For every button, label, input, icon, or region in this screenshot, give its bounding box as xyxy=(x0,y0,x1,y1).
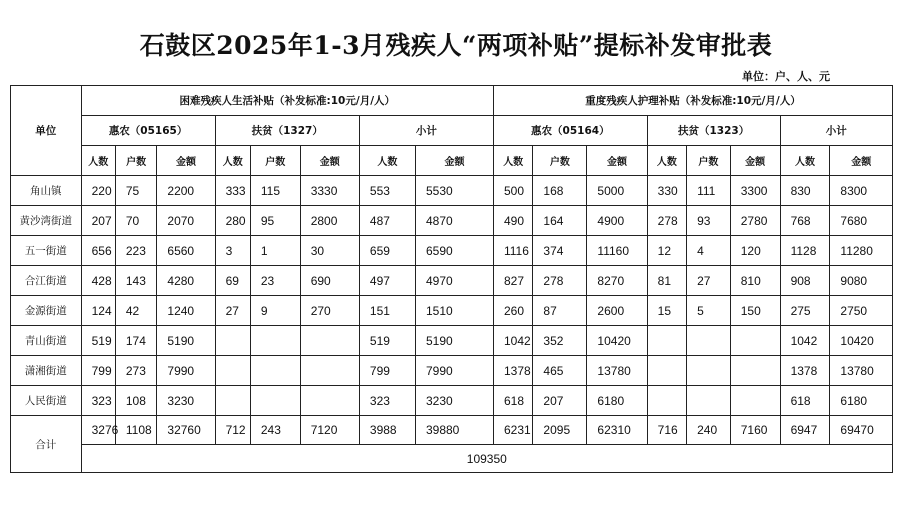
table-cell xyxy=(647,356,686,386)
table-cell xyxy=(647,386,686,416)
table-cell xyxy=(300,326,359,356)
table-cell: 4 xyxy=(687,236,731,266)
table-cell: 278 xyxy=(533,266,587,296)
table-cell: 87 xyxy=(533,296,587,326)
total-cell: 3276 xyxy=(81,416,115,445)
table-cell: 207 xyxy=(81,206,115,236)
table-cell: 374 xyxy=(533,236,587,266)
table-cell xyxy=(687,326,731,356)
table-cell: 207 xyxy=(533,386,587,416)
table-cell: 4970 xyxy=(415,266,493,296)
table-cell: 4280 xyxy=(157,266,215,296)
table-cell: 5 xyxy=(687,296,731,326)
table-cell xyxy=(250,386,300,416)
table-cell: 1042 xyxy=(780,326,830,356)
table-cell: 465 xyxy=(533,356,587,386)
grand-total-value: 109350 xyxy=(81,445,892,473)
column-header: 户数 xyxy=(250,146,300,176)
table-cell: 223 xyxy=(115,236,157,266)
total-row xyxy=(11,416,893,445)
table-cell: 830 xyxy=(780,176,830,206)
table-cell xyxy=(730,326,780,356)
table-cell: 143 xyxy=(115,266,157,296)
total-cell: 7160 xyxy=(730,416,780,445)
table-cell: 2800 xyxy=(300,206,359,236)
table-cell: 5000 xyxy=(587,176,647,206)
column-header: 户数 xyxy=(533,146,587,176)
table-cell xyxy=(250,356,300,386)
row-label: 五一街道 xyxy=(11,236,82,266)
table-cell: 15 xyxy=(647,296,686,326)
table-cell: 108 xyxy=(115,386,157,416)
table-cell: 75 xyxy=(115,176,157,206)
header-row-groups xyxy=(11,86,893,116)
table-cell: 30 xyxy=(300,236,359,266)
column-header: 金额 xyxy=(730,146,780,176)
table-cell: 6590 xyxy=(415,236,493,266)
table-cell: 7990 xyxy=(415,356,493,386)
table-cell xyxy=(687,356,731,386)
total-cell: 39880 xyxy=(415,416,493,445)
table-cell: 659 xyxy=(359,236,415,266)
total-cell: 6947 xyxy=(780,416,830,445)
table-cell: 487 xyxy=(359,206,415,236)
total-cell: 1108 xyxy=(115,416,157,445)
total-cell: 6231 xyxy=(493,416,532,445)
table-cell: 8300 xyxy=(830,176,893,206)
header-row-subgroups xyxy=(11,116,893,146)
table-cell: 1 xyxy=(250,236,300,266)
table-row xyxy=(11,206,893,236)
table-cell: 618 xyxy=(780,386,830,416)
table-cell: 174 xyxy=(115,326,157,356)
column-header: 人数 xyxy=(215,146,250,176)
table-cell: 352 xyxy=(533,326,587,356)
row-label: 潇湘街道 xyxy=(11,356,82,386)
table-cell: 9 xyxy=(250,296,300,326)
table-cell: 3230 xyxy=(415,386,493,416)
table-cell: 70 xyxy=(115,206,157,236)
table-cell: 799 xyxy=(359,356,415,386)
table-cell: 150 xyxy=(730,296,780,326)
column-header: 人数 xyxy=(647,146,686,176)
table-cell: 2200 xyxy=(157,176,215,206)
table-row xyxy=(11,266,893,296)
table-cell: 497 xyxy=(359,266,415,296)
table-cell: 5190 xyxy=(157,326,215,356)
table-cell xyxy=(730,356,780,386)
table-cell: 2600 xyxy=(587,296,647,326)
table-row xyxy=(11,296,893,326)
table-cell: 6180 xyxy=(587,386,647,416)
table-cell: 10420 xyxy=(587,326,647,356)
table-cell xyxy=(300,356,359,386)
column-header: 金额 xyxy=(157,146,215,176)
subheader-huinong-2: 惠农（05164） xyxy=(493,116,647,146)
table-cell: 810 xyxy=(730,266,780,296)
subheader-fupin-1: 扶贫（1327） xyxy=(215,116,359,146)
column-header: 金额 xyxy=(300,146,359,176)
table-cell: 115 xyxy=(250,176,300,206)
column-header: 户数 xyxy=(687,146,731,176)
table-cell: 111 xyxy=(687,176,731,206)
column-header: 金额 xyxy=(830,146,893,176)
table-cell: 7990 xyxy=(157,356,215,386)
table-cell: 12 xyxy=(647,236,686,266)
table-cell: 3300 xyxy=(730,176,780,206)
table-cell: 3 xyxy=(215,236,250,266)
table-cell: 799 xyxy=(81,356,115,386)
page-title: 石鼓区2025年1-3月残疾人“两项补贴”提标补发审批表 xyxy=(139,31,773,60)
table-cell: 13780 xyxy=(830,356,893,386)
table-cell xyxy=(730,386,780,416)
table-cell: 260 xyxy=(493,296,532,326)
table-cell: 69 xyxy=(215,266,250,296)
table-cell xyxy=(300,386,359,416)
table-row xyxy=(11,386,893,416)
table-cell: 553 xyxy=(359,176,415,206)
table-cell: 4900 xyxy=(587,206,647,236)
subheader-huinong-1: 惠农（05165） xyxy=(81,116,215,146)
table-row xyxy=(11,356,893,386)
total-cell: 712 xyxy=(215,416,250,445)
table-cell: 168 xyxy=(533,176,587,206)
table-cell: 6560 xyxy=(157,236,215,266)
group-header-care-subsidy: 重度残疾人护理补贴（补发标准:10元/月/人） xyxy=(493,86,892,116)
table-cell: 1240 xyxy=(157,296,215,326)
column-header: 户数 xyxy=(115,146,157,176)
subheader-fupin-2: 扶贫（1323） xyxy=(647,116,780,146)
table-cell: 1378 xyxy=(493,356,532,386)
table-cell xyxy=(215,386,250,416)
table-cell: 9080 xyxy=(830,266,893,296)
column-header: 金额 xyxy=(415,146,493,176)
table-cell: 23 xyxy=(250,266,300,296)
table-cell: 3230 xyxy=(157,386,215,416)
header-row-columns xyxy=(11,146,893,176)
table-cell: 11160 xyxy=(587,236,647,266)
table-row xyxy=(11,176,893,206)
table-cell: 27 xyxy=(687,266,731,296)
table-cell: 6180 xyxy=(830,386,893,416)
table-cell: 1128 xyxy=(780,236,830,266)
row-label: 角山镇 xyxy=(11,176,82,206)
table-cell: 1378 xyxy=(780,356,830,386)
table-cell: 7680 xyxy=(830,206,893,236)
table-cell: 519 xyxy=(81,326,115,356)
table-cell: 164 xyxy=(533,206,587,236)
table-cell: 93 xyxy=(687,206,731,236)
total-cell: 243 xyxy=(250,416,300,445)
subheader-subtotal-2: 小计 xyxy=(780,116,892,146)
table-cell: 81 xyxy=(647,266,686,296)
total-cell: 240 xyxy=(687,416,731,445)
table-cell: 656 xyxy=(81,236,115,266)
table-cell: 333 xyxy=(215,176,250,206)
table-cell: 1510 xyxy=(415,296,493,326)
table-cell: 323 xyxy=(81,386,115,416)
row-label: 青山街道 xyxy=(11,326,82,356)
column-header: 金额 xyxy=(587,146,647,176)
table-cell: 273 xyxy=(115,356,157,386)
total-cell: 716 xyxy=(647,416,686,445)
approval-table xyxy=(10,85,893,473)
table-cell: 1042 xyxy=(493,326,532,356)
table-cell xyxy=(250,326,300,356)
table-cell: 618 xyxy=(493,386,532,416)
table-cell: 280 xyxy=(215,206,250,236)
total-cell: 2095 xyxy=(533,416,587,445)
table-row xyxy=(11,236,893,266)
table-cell: 124 xyxy=(81,296,115,326)
table-cell: 519 xyxy=(359,326,415,356)
table-cell xyxy=(215,356,250,386)
total-cell: 3988 xyxy=(359,416,415,445)
table-cell: 95 xyxy=(250,206,300,236)
total-cell: 7120 xyxy=(300,416,359,445)
subheader-subtotal-1: 小计 xyxy=(359,116,493,146)
row-label: 金源街道 xyxy=(11,296,82,326)
table-cell: 275 xyxy=(780,296,830,326)
table-cell: 827 xyxy=(493,266,532,296)
column-header: 人数 xyxy=(359,146,415,176)
table-cell: 2780 xyxy=(730,206,780,236)
table-cell: 13780 xyxy=(587,356,647,386)
row-label: 人民街道 xyxy=(11,386,82,416)
table-cell xyxy=(647,326,686,356)
unit-column-header: 单位 xyxy=(11,86,82,176)
total-label: 合计 xyxy=(11,416,82,473)
table-cell: 908 xyxy=(780,266,830,296)
table-cell: 10420 xyxy=(830,326,893,356)
column-header: 人数 xyxy=(81,146,115,176)
table-cell: 690 xyxy=(300,266,359,296)
total-cell: 69470 xyxy=(830,416,893,445)
grand-total-row xyxy=(11,445,893,473)
table-cell: 500 xyxy=(493,176,532,206)
table-cell: 27 xyxy=(215,296,250,326)
column-header: 人数 xyxy=(493,146,532,176)
table-cell xyxy=(687,386,731,416)
table-cell: 3330 xyxy=(300,176,359,206)
table-cell: 11280 xyxy=(830,236,893,266)
table-cell: 2070 xyxy=(157,206,215,236)
table-row xyxy=(11,326,893,356)
table-cell xyxy=(215,326,250,356)
table-cell: 5530 xyxy=(415,176,493,206)
group-header-living-subsidy: 困难残疾人生活补贴（补发标准:10元/月/人） xyxy=(81,86,493,116)
total-cell: 62310 xyxy=(587,416,647,445)
table-cell: 490 xyxy=(493,206,532,236)
table-cell: 8270 xyxy=(587,266,647,296)
table-cell: 4870 xyxy=(415,206,493,236)
table-cell: 330 xyxy=(647,176,686,206)
table-cell: 278 xyxy=(647,206,686,236)
row-label: 黄沙湾街道 xyxy=(11,206,82,236)
table-cell: 120 xyxy=(730,236,780,266)
table-cell: 270 xyxy=(300,296,359,326)
table-cell: 42 xyxy=(115,296,157,326)
table-cell: 323 xyxy=(359,386,415,416)
table-cell: 220 xyxy=(81,176,115,206)
row-label: 合江街道 xyxy=(11,266,82,296)
table-cell: 151 xyxy=(359,296,415,326)
table-cell: 768 xyxy=(780,206,830,236)
table-cell: 2750 xyxy=(830,296,893,326)
table-cell: 5190 xyxy=(415,326,493,356)
column-header: 人数 xyxy=(780,146,830,176)
unit-note: 单位：户、人、元 xyxy=(742,70,830,83)
table-cell: 428 xyxy=(81,266,115,296)
total-cell: 32760 xyxy=(157,416,215,445)
table-cell: 1116 xyxy=(493,236,532,266)
